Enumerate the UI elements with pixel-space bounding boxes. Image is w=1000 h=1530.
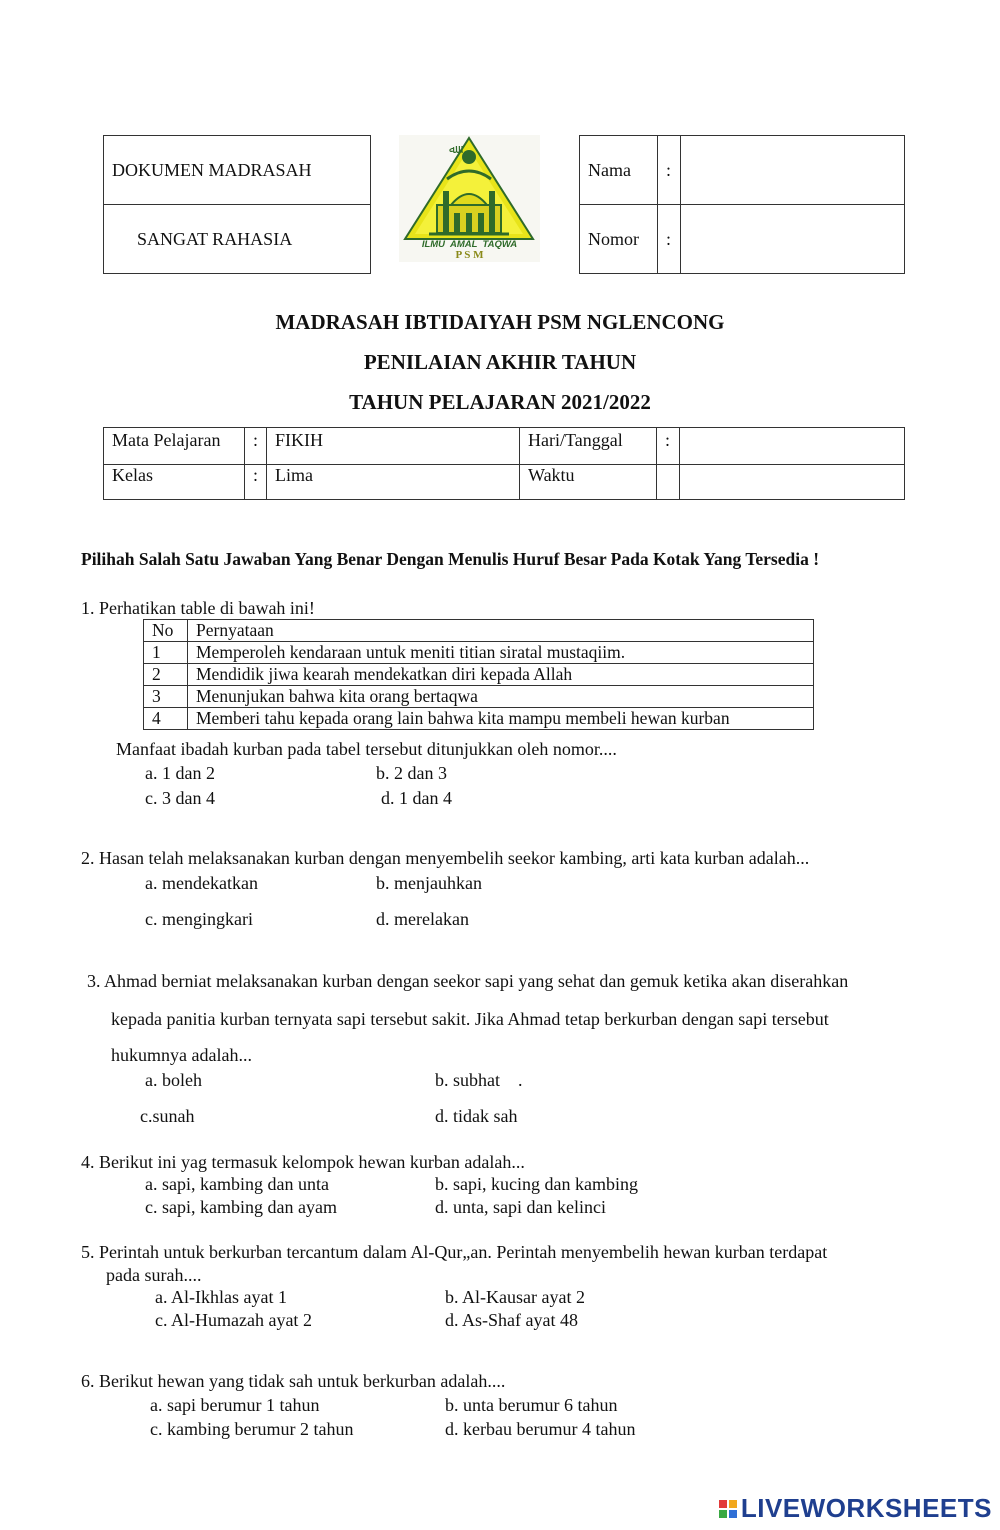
school-logo	[399, 135, 540, 262]
number-label: Nomor	[580, 205, 658, 274]
question-5-option-b[interactable]: b. Al-Kausar ayat 2	[445, 1287, 585, 1307]
question-3-option-c[interactable]: c.sunah	[140, 1106, 195, 1126]
liveworksheets-logo-icon	[718, 1499, 738, 1519]
question-2-option-c[interactable]: c. mengingkari	[145, 909, 253, 929]
question-3-line-1: 3. Ahmad berniat melaksanakan kurban dengan seekor sapi yang sehat dan gemuk ketika akan diserahkan	[87, 971, 849, 991]
table-header-no: No	[144, 620, 188, 642]
logo-motto: ILMU AMAL TAQWA	[421, 239, 518, 250]
question-3-option-b[interactable]: b. subhat .	[435, 1070, 523, 1090]
question-6-option-b[interactable]: b. unta berumur 6 tahun	[445, 1395, 618, 1415]
student-identity-box	[579, 135, 905, 274]
question-1-option-a[interactable]: a. 1 dan 2	[145, 763, 215, 783]
date-separator: :	[657, 428, 680, 465]
time-separator	[657, 465, 680, 500]
question-4-option-a[interactable]: a. sapi, kambing dan unta	[145, 1174, 329, 1194]
class-label: Kelas	[104, 465, 245, 500]
table-cell-statement: Memperoleh kendaraan untuk meniti titian siratal mustaqiim.	[188, 642, 814, 664]
name-separator: :	[658, 136, 681, 205]
instruction-text: Pilihah Salah Satu Jawaban Yang Benar Dengan Menulis Huruf Besar Pada Kotak Yang Tersedia !	[81, 549, 820, 569]
table-row	[144, 686, 814, 708]
question-4-option-d[interactable]: d. unta, sapi dan kelinci	[435, 1197, 606, 1217]
school-name-title: MADRASAH IBTIDAIYAH PSM NGLENCONG	[275, 310, 725, 334]
question-5-option-d[interactable]: d. As-Shaf ayat 48	[445, 1310, 578, 1330]
academic-year-title: TAHUN PELAJARAN 2021/2022	[349, 390, 651, 414]
question-4-option-c[interactable]: c. sapi, kambing dan ayam	[145, 1197, 337, 1217]
table-cell-no: 1	[144, 642, 188, 664]
document-classification-box	[103, 135, 371, 274]
table-cell-statement: Menunjukan bahwa kita orang bertaqwa	[188, 686, 814, 708]
question-2-option-d[interactable]: d. merelakan	[376, 909, 469, 929]
class-value: Lima	[267, 465, 520, 500]
table-cell-statement: Memberi tahu kepada orang lain bahwa kita mampu membeli hewan kurban	[188, 708, 814, 730]
liveworksheets-brand-text: LIVEWORKSHEETS	[740, 1493, 992, 1523]
table-cell-no: 4	[144, 708, 188, 730]
question-6-option-c[interactable]: c. kambing berumur 2 tahun	[150, 1419, 354, 1439]
question-3-option-a[interactable]: a. boleh	[145, 1070, 202, 1090]
time-field[interactable]	[680, 465, 905, 500]
question-3-line-3: hukumnya adalah...	[111, 1045, 252, 1065]
question-1-option-b[interactable]: b. 2 dan 3	[376, 763, 447, 783]
question-2-text: 2. Hasan telah melaksanakan kurban dengan menyembelih seekor kambing, arti kata kurban adalah...	[81, 848, 810, 868]
date-field[interactable]	[680, 428, 905, 465]
question-4-text: 4. Berikut ini yag termasuk kelompok hewan kurban adalah...	[81, 1152, 525, 1172]
question-1-follow-up: Manfaat ibadah kurban pada tabel tersebut ditunjukkan oleh nomor....	[116, 739, 617, 759]
name-label: Nama	[580, 136, 658, 205]
class-separator: :	[245, 465, 267, 500]
table-header-statement: Pernyataan	[188, 620, 814, 642]
question-6-option-a[interactable]: a. sapi berumur 1 tahun	[150, 1395, 320, 1415]
table-cell-statement: Mendidik jiwa kearah mendekatkan diri kepada Allah	[188, 664, 814, 686]
table-cell-no: 2	[144, 664, 188, 686]
question-2-option-a[interactable]: a. mendekatkan	[145, 873, 258, 893]
subject-separator: :	[245, 428, 267, 465]
time-label: Waktu	[520, 465, 657, 500]
name-field[interactable]	[681, 136, 905, 205]
subject-value: FIKIH	[267, 428, 520, 465]
subject-label: Mata Pelajaran	[104, 428, 245, 465]
question-4-option-b[interactable]: b. sapi, kucing dan kambing	[435, 1174, 638, 1194]
document-type: DOKUMEN MADRASAH	[104, 136, 371, 205]
question-5-option-c[interactable]: c. Al-Humazah ayat 2	[155, 1310, 312, 1330]
number-field[interactable]	[681, 205, 905, 274]
table-row	[144, 642, 814, 664]
logo-arabic-text: ﷲ	[449, 142, 457, 156]
question-1-text: 1. Perhatikan table di bawah ini!	[81, 598, 315, 618]
question-3-line-2: kepada panitia kurban ternyata sapi tersebut sakit. Jika Ahmad tetap berkurban dengan sapi tersebut	[111, 1009, 829, 1029]
confidentiality-label: SANGAT RAHASIA	[104, 205, 371, 274]
table-cell-no: 3	[144, 686, 188, 708]
question-1-option-c[interactable]: c. 3 dan 4	[145, 788, 215, 808]
logo-abbreviation: P S M	[455, 249, 484, 261]
table-row	[144, 708, 814, 730]
exam-title: PENILAIAN AKHIR TAHUN	[363, 350, 637, 374]
question-1-table	[143, 619, 814, 730]
table-row	[144, 664, 814, 686]
question-1-option-d[interactable]: d. 1 dan 4	[381, 788, 452, 808]
liveworksheets-watermark	[718, 1493, 992, 1524]
question-6-option-d[interactable]: d. kerbau berumur 4 tahun	[445, 1419, 636, 1439]
question-5-option-a[interactable]: a. Al-Ikhlas ayat 1	[155, 1287, 287, 1307]
question-5-line-1: 5. Perintah untuk berkurban tercantum dalam Al-Qur„an. Perintah menyembelih hewan kurban terdapat	[81, 1242, 828, 1262]
date-label: Hari/Tanggal	[520, 428, 657, 465]
question-5-line-2: pada surah....	[106, 1265, 202, 1285]
number-separator: :	[658, 205, 681, 274]
question-3-option-d[interactable]: d. tidak sah	[435, 1106, 518, 1126]
question-2-option-b[interactable]: b. menjauhkan	[376, 873, 482, 893]
exam-info-table	[103, 427, 905, 500]
question-6-text: 6. Berikut hewan yang tidak sah untuk berkurban adalah....	[81, 1371, 506, 1391]
